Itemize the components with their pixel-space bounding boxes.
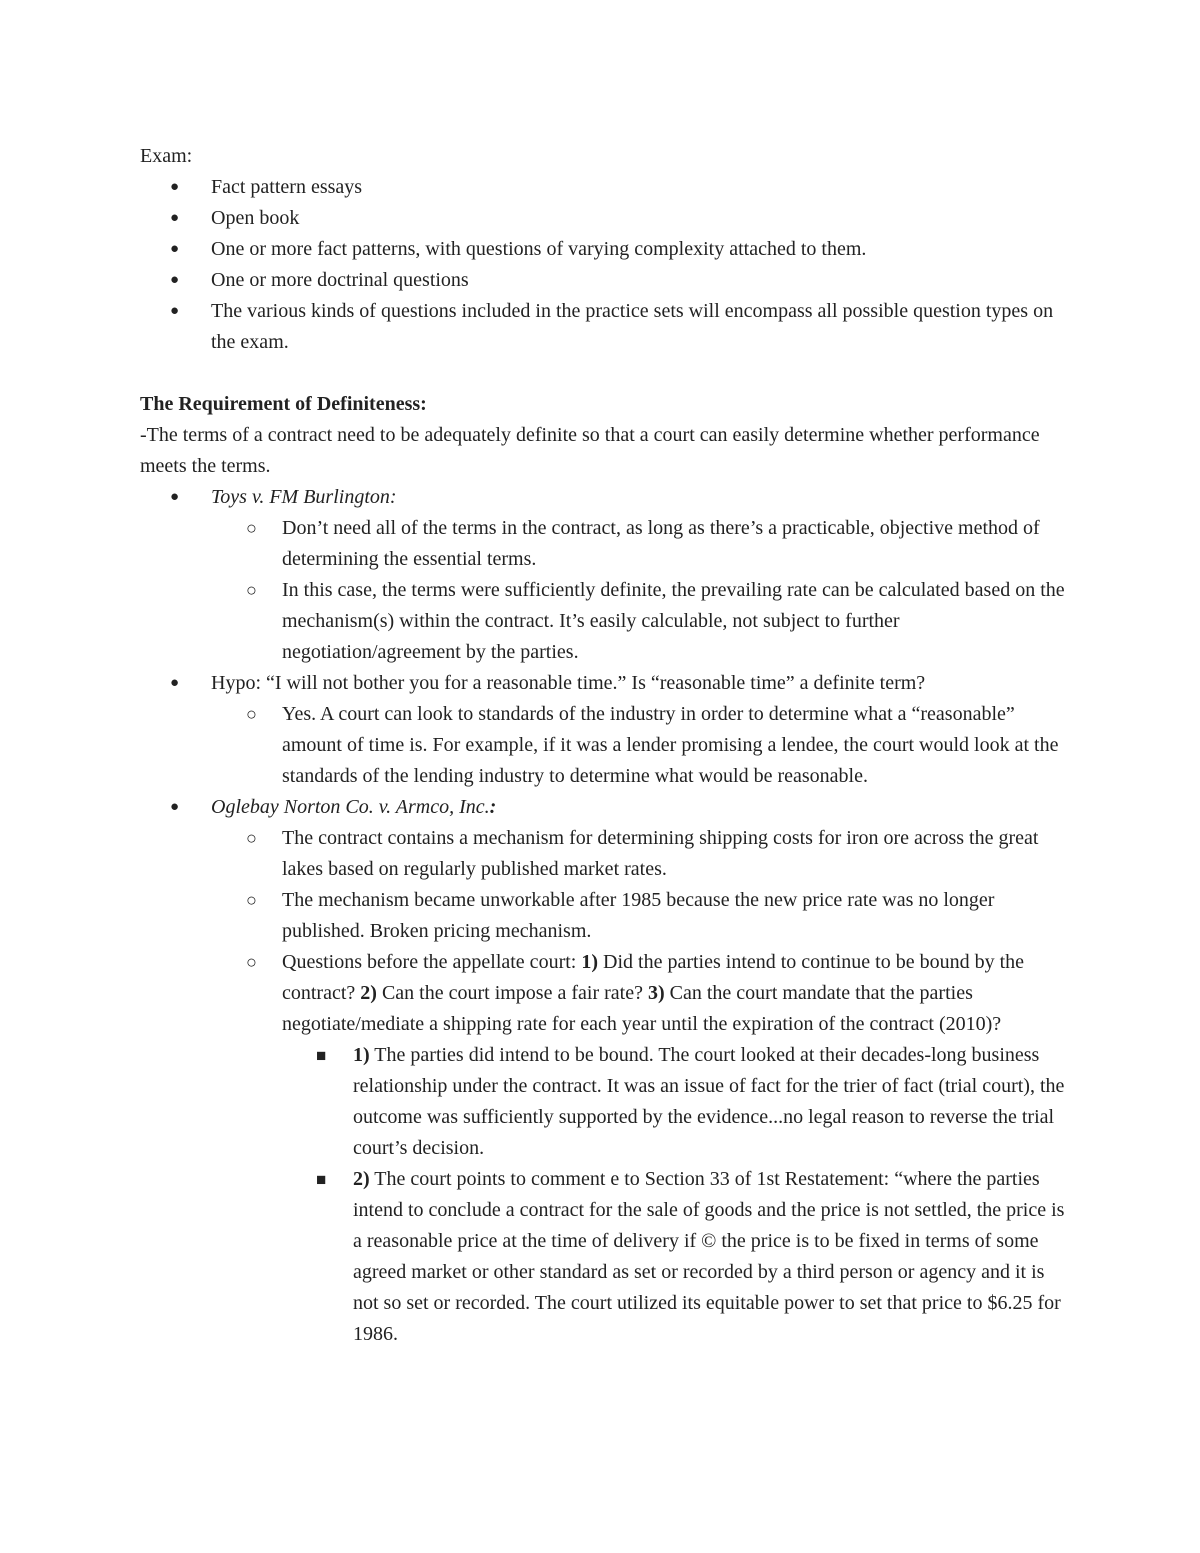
list-item: ○ The mechanism became unworkable after 1985 because the new price rate was no longer published. Broken pricing mechanism.: [140, 885, 1070, 947]
document-body: [140, 141, 1070, 1350]
list-item: ● One or more doctrinal questions: [140, 265, 1070, 296]
hollow-bullet-icon: ○: [246, 890, 257, 910]
list-item: ○ In this case, the terms were sufficiently definite, the prevailing rate can be calculated based on the mechanism(s) within the contract. It’s easily calculable, not subject to further negotiation/agreement by the parties.: [140, 575, 1070, 668]
hollow-bullet-icon: ○: [246, 952, 257, 972]
definiteness-list: [140, 482, 1070, 1350]
list-item: ○ The contract contains a mechanism for determining shipping costs for iron ore across the great lakes based on regularly published market rates.: [140, 823, 1070, 885]
toys-points: [140, 513, 1070, 668]
square-bullet-icon: ■: [316, 1046, 327, 1065]
bullet-icon: ●: [170, 303, 180, 319]
hypo-text: Hypo: “I will not bother you for a reasonable time.” Is “reasonable time” a definite term?: [211, 672, 926, 694]
bullet-icon: ●: [170, 489, 180, 505]
list-item: ■ 1) The parties did intend to be bound. The court looked at their decades-long business relationship under the contract. It was an issue of fact for the trier of fact (trial court), the outcome was sufficiently supported by the evidence...no legal reason to reverse the trial court’s decision.: [140, 1040, 1070, 1164]
paragraph-spacer: [140, 358, 1070, 389]
hollow-bullet-icon: ○: [246, 828, 257, 848]
exam-list: [140, 172, 1070, 358]
oglebay-case-item: ● Oglebay Norton Co. v. Armco, Inc.: ○ The contract contains a mechanism for determining shipping costs for iron ore across the great lakes based on regularly published market rates. ○ The mechanism became unworkable after 1985 because the new price rate was no longer published. Broken pricing mechanism. ○ Questions before the appellate court: 1) Did the parties intend to continue to be bound by the contract? 2) Can the court impose a fair rate? 3) Can the court mandate that the parties negotiate/mediate a shipping rate for each year until the expiration of the contract (2010)? ■ 1) The parties did intend to be bound. The court looked at their decades-long business relationship under the contract. It was an issue of fact for the trier of fact (trial court), the outcome was sufficiently supported by the evidence...no legal reason to reverse the trial court’s decision. ■ 2) The court points to comment e to Section 33 of 1st Restatement: “where the parties intend to conclude a contract for the sale of goods and the price is not settled, the price is a reasonable price at the time of delivery if © the price is to be fixed in terms of some agreed market or other standard as set or recorded by a third person or agency and it is not so set or recorded. The court utilized its equitable power to set that price to $6.25 for 1986.: [140, 792, 1070, 1350]
list-item: ■ 2) The court points to comment e to Section 33 of 1st Restatement: “where the parties intend to conclude a contract for the sale of goods and the price is not settled, the price is a reasonable price at the time of delivery if © the price is to be fixed in terms of some agreed market or other standard as set or recorded by a third person or agency and it is not so set or recorded. The court utilized its equitable power to set that price to $6.25 for 1986.: [140, 1164, 1070, 1350]
list-item: ● Open book: [140, 203, 1070, 234]
bullet-icon: ●: [170, 179, 180, 195]
bullet-icon: ●: [170, 210, 180, 226]
bullet-icon: ●: [170, 272, 180, 288]
bullet-icon: ●: [170, 675, 180, 691]
section-heading: The Requirement of Definiteness:: [140, 393, 427, 415]
list-item: ● The various kinds of questions included in the practice sets will encompass all possible question types on the exam.: [140, 296, 1070, 358]
appellate-answers: [140, 1040, 1070, 1350]
bullet-icon: ●: [170, 799, 180, 815]
bullet-icon: ●: [170, 241, 180, 257]
hollow-bullet-icon: ○: [246, 580, 257, 600]
hypo-item: [140, 668, 1070, 792]
section-intro: -The terms of a contract need to be adequately definite so that a court can easily determine whether performance meets the terms.: [140, 424, 1040, 477]
hollow-bullet-icon: ○: [246, 518, 257, 538]
square-bullet-icon: ■: [316, 1170, 327, 1189]
case-name: Toys v. FM Burlington:: [211, 486, 397, 508]
list-item: ● One or more fact patterns, with questions of varying complexity attached to them.: [140, 234, 1070, 265]
appellate-questions-item: ○ Questions before the appellate court: 1) Did the parties intend to continue to be bound by the contract? 2) Can the court impose a fair rate? 3) Can the court mandate that the parties negotiate/mediate a shipping rate for each year until the expiration of the contract (2010)? ■ 1) The parties did intend to be bound. The court looked at their decades-long business relationship under the contract. It was an issue of fact for the trier of fact (trial court), the outcome was sufficiently supported by the evidence...no legal reason to reverse the trial court’s decision. ■ 2) The court points to comment e to Section 33 of 1st Restatement: “where the parties intend to conclude a contract for the sale of goods and the price is not settled, the price is a reasonable price at the time of delivery if © the price is to be fixed in terms of some agreed market or other standard as set or recorded by a third person or agency and it is not so set or recorded. The court utilized its equitable power to set that price to $6.25 for 1986.: [140, 947, 1070, 1350]
hollow-bullet-icon: ○: [246, 704, 257, 724]
exam-heading: Exam:: [140, 145, 193, 167]
list-item: ● Fact pattern essays: [140, 172, 1070, 203]
oglebay-points: [140, 823, 1070, 1350]
list-item: ○ Don’t need all of the terms in the contract, as long as there’s a practicable, objective method of determining the essential terms.: [140, 513, 1070, 575]
hypo-points: [140, 699, 1070, 792]
list-item: ○ Yes. A court can look to standards of the industry in order to determine what a “reasonable” amount of time is. For example, if it was a lender promising a lendee, the court would look at the standards of the lending industry to determine what would be reasonable.: [140, 699, 1070, 792]
case-name: Oglebay Norton Co. v. Armco, Inc.: [211, 796, 490, 818]
toys-case-item: [140, 482, 1070, 668]
